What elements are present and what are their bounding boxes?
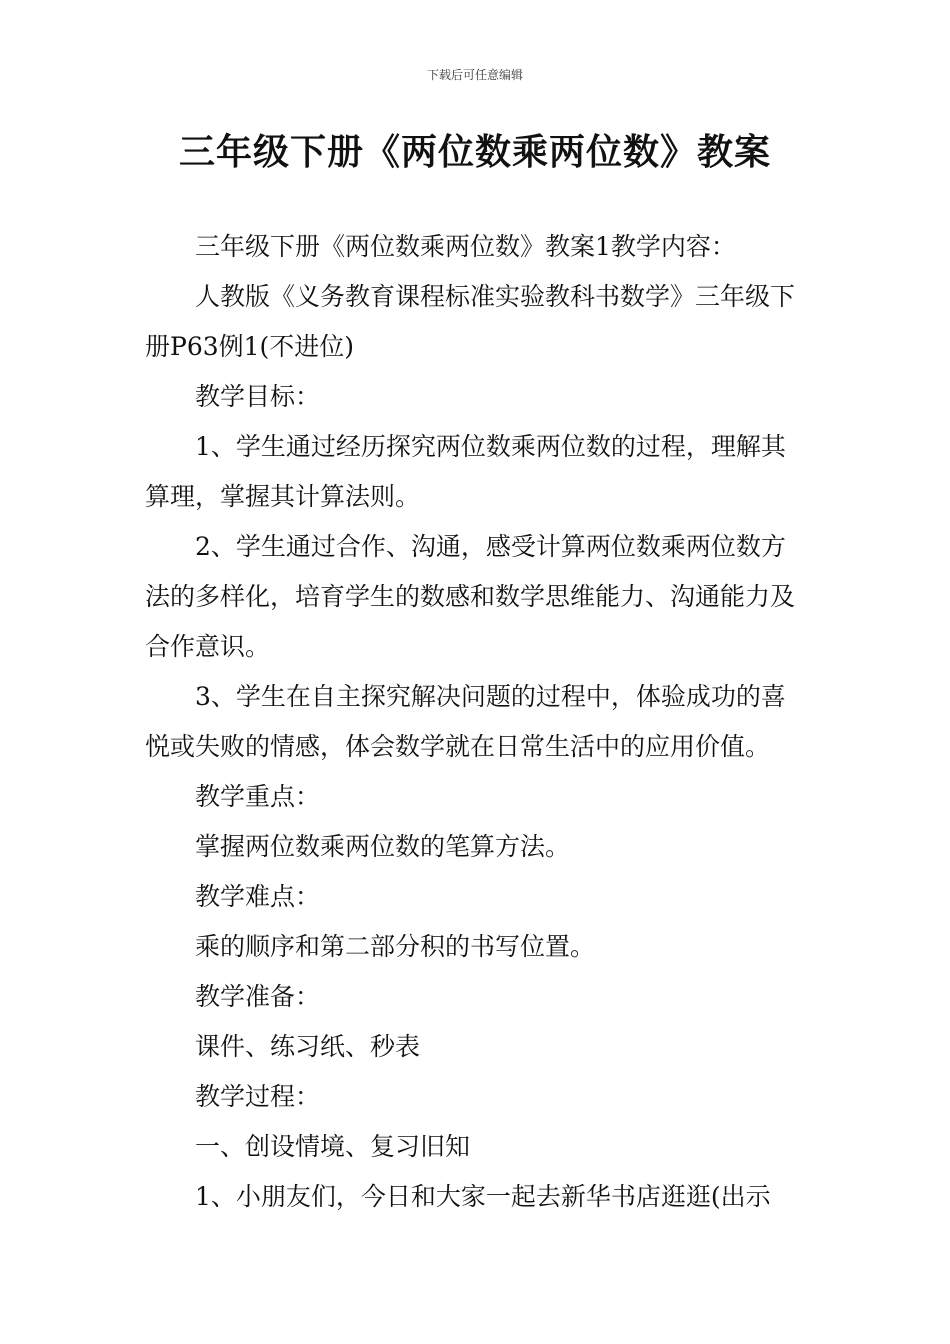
paragraph: 1、学生通过经历探究两位数乘两位数的过程，理解其算理，掌握其计算法则。 [145,432,786,511]
paragraph: 教学准备： [195,982,321,1011]
header-note: 下载后可任意编辑 [426,68,523,82]
paragraph: 教学难点： [195,882,321,911]
paragraph: 3、学生在自主探究解决问题的过程中，体验成功的喜悦或失败的情感，体会数学就在日常生活中的应用价值。 [145,682,786,761]
paragraph: 乘的顺序和第二部分积的书写位置。 [195,932,596,961]
paragraph: 人教版《义务教育课程标准实验教科书数学》三年级下册P63例1(不进位) [145,282,796,361]
paragraph: 掌握两位数乘两位数的笔算方法。 [195,832,571,861]
paragraph: 教学重点： [195,782,321,811]
paragraph: 课件、练习纸、秒表 [195,1032,421,1061]
paragraph: 1、小朋友们，今日和大家一起去新华书店逛逛(出示 [195,1182,771,1211]
paragraph: 2、学生通过合作、沟通，感受计算两位数乘两位数方法的多样化，培育学生的数感和数学思维能力、沟通能力及合作意识。 [145,532,796,661]
paragraph: 一、创设情境、复习旧知 [195,1132,471,1161]
document-title: 三年级下册《两位数乘两位数》教案 [178,132,771,173]
paragraph: 教学过程： [195,1082,321,1111]
document-body [145,222,807,1222]
paragraph: 教学目标： [195,382,321,411]
paragraph: 三年级下册《两位数乘两位数》教案1教学内容： [195,232,736,261]
